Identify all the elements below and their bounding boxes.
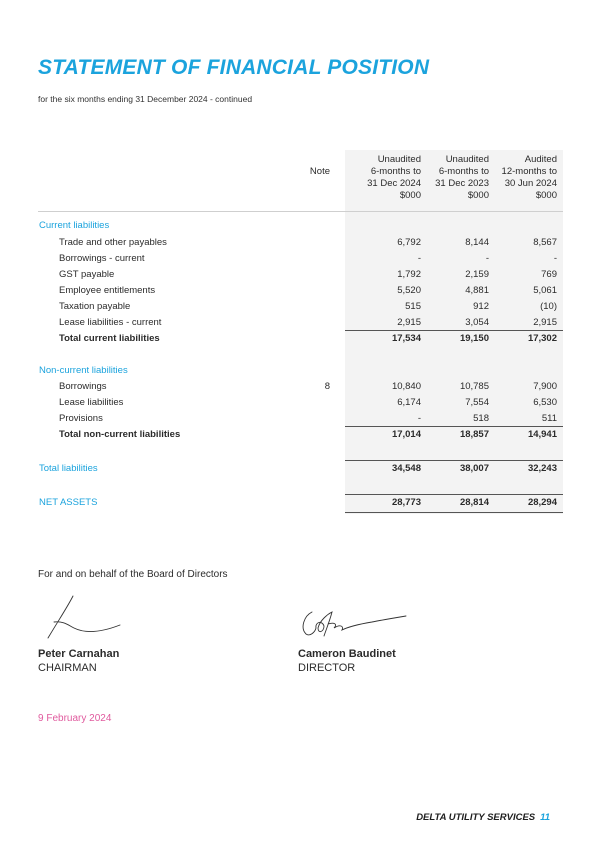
signer-2-name: Cameron Baudinet xyxy=(298,648,396,660)
chairman-signature xyxy=(40,592,125,642)
table-row-borrowings: Borrowings 8 10,840 10,785 7,900 xyxy=(59,381,557,392)
table-row-total-current-liabilities: Total current liabilities 17,534 19,150 17,302 xyxy=(59,333,557,344)
subtotal-rule xyxy=(345,426,563,427)
page-subtitle: for the six months ending 31 December 2024 - continued xyxy=(38,94,253,104)
table-row-taxation-payable: Taxation payable 515 912 (10) xyxy=(59,301,557,312)
table-row-gst-payable: GST payable 1,792 2,159 769 xyxy=(59,269,557,280)
subtotal-rule xyxy=(345,330,563,331)
board-signoff-statement: For and on behalf of the Board of Directors xyxy=(38,569,228,580)
table-row-lease-liabilities: Lease liabilities 6,174 7,554 6,530 xyxy=(59,397,557,408)
signer-1-name: Peter Carnahan xyxy=(38,648,120,660)
table-row-employee-entitlements: Employee entitlements 5,520 4,881 5,061 xyxy=(59,285,557,296)
column-header-dec-2024: Unaudited 6-months to 31 Dec 2024 $000 xyxy=(367,154,421,201)
page-footer xyxy=(416,812,550,823)
signoff-date: 9 February 2024 xyxy=(38,713,112,724)
table-row-trade-payables: Trade and other payables 6,792 8,144 8,567 xyxy=(59,237,557,248)
column-header-dec-2023: Unaudited 6-months to 31 Dec 2023 $000 xyxy=(435,154,489,201)
page-number: 11 xyxy=(540,812,550,823)
page-title: STATEMENT OF FINANCIAL POSITION xyxy=(38,56,430,79)
table-row-lease-liabilities-current: Lease liabilities - current 2,915 3,054 2,915 xyxy=(59,317,557,328)
company-name: DELTA UTILITY SERVICES xyxy=(416,812,536,823)
section-heading-current-liabilities: Current liabilities xyxy=(39,220,110,231)
net-assets-top-rule xyxy=(345,494,563,495)
header-divider xyxy=(38,211,563,212)
signer-2-role: DIRECTOR xyxy=(298,662,356,674)
signer-1-role: CHAIRMAN xyxy=(38,662,97,674)
column-header-jun-2024: Audited 12-months to 30 Jun 2024 $000 xyxy=(501,154,557,201)
table-row-net-assets: NET ASSETS 28,773 28,814 28,294 xyxy=(39,497,557,508)
table-row-provisions: Provisions - 518 511 xyxy=(59,413,557,424)
table-row-total-liabilities: Total liabilities 34,548 38,007 32,243 xyxy=(39,463,557,474)
total-rule xyxy=(345,460,563,461)
net-assets-bottom-rule xyxy=(345,512,563,513)
director-signature xyxy=(298,606,408,642)
table-row-total-non-current-liabilities: Total non-current liabilities 17,014 18,857 14,941 xyxy=(59,429,557,440)
note-column-header: Note xyxy=(309,166,330,177)
table-row-borrowings-current: Borrowings - current - - - xyxy=(59,253,557,264)
section-heading-non-current-liabilities: Non-current liabilities xyxy=(39,365,128,376)
